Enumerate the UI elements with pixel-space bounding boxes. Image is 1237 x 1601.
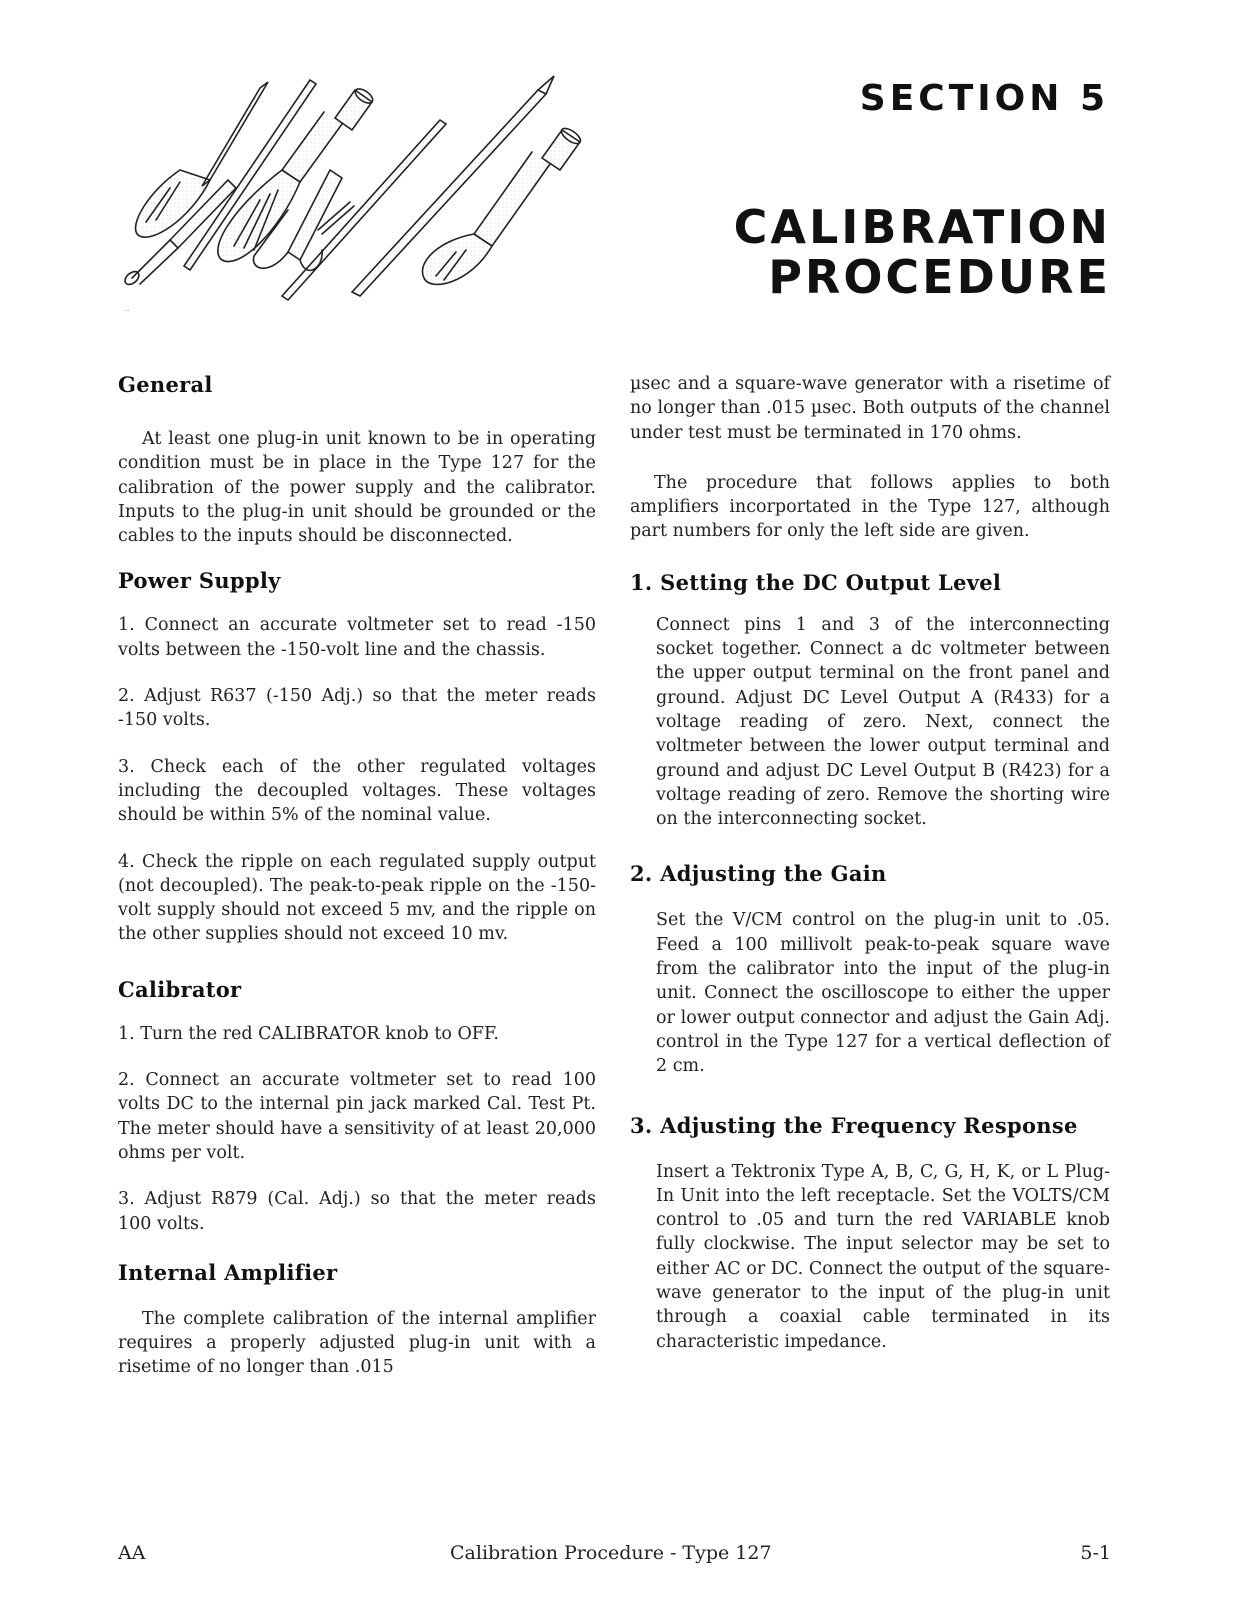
heading-internal-amplifier: Internal Amplifier xyxy=(118,1259,338,1285)
power-supply-step-2: 2. Adjust R637 (-150 Adj.) so that the meter reads -150 volts. xyxy=(118,686,596,731)
adjusting-gain-paragraph: Set the V/CM control on the plug-in unit to .05. Feed a 100 millivolt peak-to-peak square wave from the calibrator into the input of the plug-in unit. Connect the oscilloscope to either the upper or lower output connector and adjust the Gain Adj. control in the Type 127 for a vertical deflection of 2 cm. xyxy=(656,910,1110,1077)
heading-frequency-response: 3. Adjusting the Frequency Response xyxy=(630,1112,1078,1138)
page-number: 5-1 xyxy=(1080,1542,1111,1564)
power-supply-step-1: 1. Connect an accurate voltmeter set to read -150 volts between the -150-volt line and the chassis. xyxy=(118,615,596,660)
heading-calibrator: Calibrator xyxy=(118,976,242,1002)
page-title-line-1: CALIBRATION xyxy=(733,200,1111,254)
heading-dc-output-level: 1. Setting the DC Output Level xyxy=(630,569,1002,595)
illustration-mark: ··· xyxy=(124,308,130,315)
screwdrivers-icon xyxy=(110,70,600,330)
calibrator-step-3: 3. Adjust R879 (Cal. Adj.) so that the meter reads 100 volts. xyxy=(118,1189,596,1234)
page-title xyxy=(734,202,1111,302)
section-number: SECTION 5 xyxy=(859,78,1109,119)
calibrator-step-1: 1. Turn the red CALIBRATOR knob to OFF. xyxy=(118,1023,499,1044)
heading-general: General xyxy=(118,372,213,397)
page-title-line-2: PROCEDURE xyxy=(768,250,1111,304)
right-column xyxy=(630,372,1110,1376)
frequency-response-paragraph: Insert a Tektronix Type A, B, C, G, H, K, or L Plug-In Unit into the left receptacle. Set the VOLTS/CM control to .05 and turn the red VARIABLE knob fully clockwise. The input selector may be set to either AC or DC. Connect the output of the square-wave generator to the input of the plug-in unit through a coaxial cable terminated in its characteristic impedance. xyxy=(656,1161,1110,1352)
dc-output-level-paragraph: Connect pins 1 and 3 of the interconnecting socket together. Connect a dc voltmeter between the upper output terminal on the front panel and ground. Adjust DC Level Output A (R433) for a voltage reading of zero. Next, connect the voltmeter between the lower output terminal and ground and adjust DC Level Output B (R423) for a voltage reading of zero. Remove the shorting wire on the interconnecting socket. xyxy=(656,614,1110,830)
calibrator-step-2: 2. Connect an accurate voltmeter set to read 100 volts DC to the internal pin jack marked Cal. Test Pt. The meter should have a sensitivity of at least 20,000 ohms per volt. xyxy=(118,1070,596,1163)
amplifier-continued-paragraph: µsec and a square-wave generator with a risetime of no longer than .015 µsec. Both outputs of the channel under test must be terminated in 170 ohms. xyxy=(630,374,1110,443)
general-paragraph: At least one plug-in unit known to be in operating condition must be in place in the Type 127 for the calibration of the power supply and the calibrator. Inputs to the plug-in unit should be grounded or the cables to the inputs should be disconnected. xyxy=(118,429,596,547)
internal-amplifier-paragraph: The complete calibration of the internal amplifier requires a properly adjusted plug-in unit with a risetime of no longer than .015 xyxy=(118,1308,596,1378)
left-column xyxy=(118,372,596,1402)
power-supply-step-3: 3. Check each of the other regulated voltages including the decoupled voltages. These voltages should be within 5% of the nominal value. xyxy=(118,756,596,826)
procedure-note-paragraph: The procedure that follows applies to both amplifiers incorportated in the Type 127, although part numbers for only the left side are given. xyxy=(630,472,1110,542)
power-supply-step-4: 4. Check the ripple on each regulated supply output (not decoupled). The peak-to-peak ripple on the -150-volt supply should not exceed 5 mv, and the ripple on the other supplies should not exceed 10 mv. xyxy=(118,851,596,945)
page-footer xyxy=(118,1542,1111,1572)
heading-power-supply: Power Supply xyxy=(118,568,281,594)
footer-revision: AA xyxy=(118,1542,146,1564)
footer-title: Calibration Procedure - Type 127 xyxy=(450,1542,772,1564)
heading-adjusting-gain: 2. Adjusting the Gain xyxy=(630,861,887,887)
